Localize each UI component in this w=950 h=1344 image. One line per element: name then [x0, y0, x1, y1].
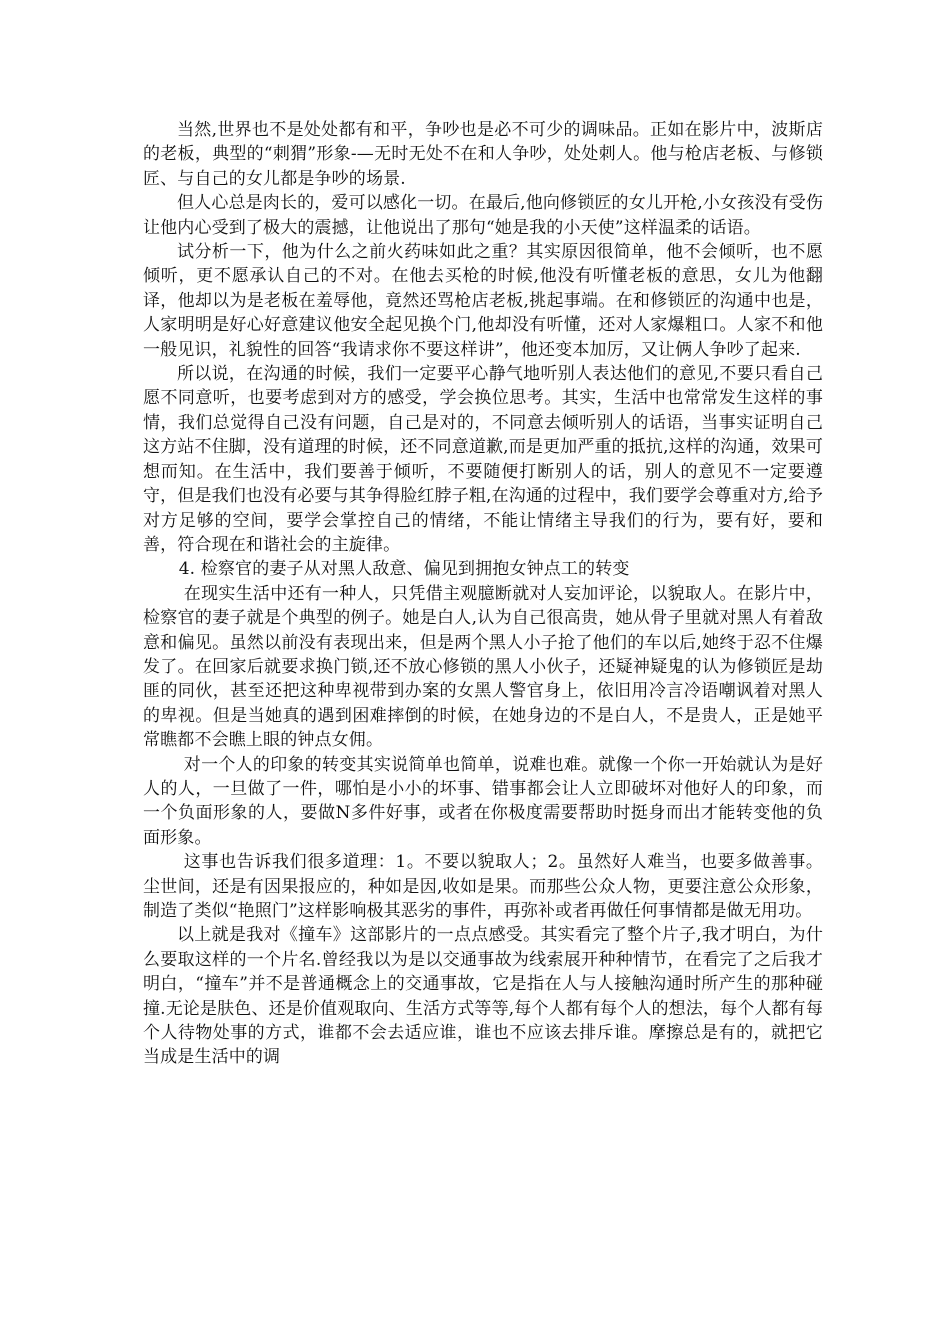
paragraph: 这事也告诉我们很多道理：1。不要以貌取人；2。虽然好人难当，也要多做善事。尘世间，还是有因果报应的，种如是因,收如是果。而那些公众人物，更要注意公众形象，制造了类似“艳照门”这样影响极其恶劣的事件，再弥补或者再做任何事情都是做无用功。 [143, 852, 823, 921]
paragraph: 在现实生活中还有一种人，只凭借主观臆断就对人妄加评论，以貌取人。在影片中，检察官的妻子就是个典型的例子。她是白人,认为自己很高贵，她从骨子里就对黑人有着敌意和偏见。虽然以前没有表现出来，但是两个黑人小子抢了他们的车以后,她终于忍不住爆发了。在回家后就要求换门锁,还不放心修锁的黑人小伙子，还疑神疑鬼的认为修锁匠是劫匪的同伙，甚至还把这种卑视带到办案的女黑人警官身上，依旧用冷言冷语嘲讽着对黑人的卑视。但是当她真的遇到困难摔倒的时候，在她身边的不是白人，不是贵人，正是她平常瞧都不会瞧上眼的钟点女佣。 [143, 583, 823, 751]
section-heading: 4. 检察官的妻子从对黑人敌意、偏见到拥抱女钟点工的转变 [178, 559, 630, 580]
paragraph: 以上就是我对《撞车》这部影片的一点点感受。其实看完了整个片子,我才明白，为什么要取这样的一个片名.曾经我以为是以交通事故为线索展开种种情节，在看完了之后我才明白，“撞车”并不是普通概念上的交通事故，它是指在人与人接触沟通时所产生的那种碰撞.无论是肤色、还是价值观取向、生活方式等等,每个人都有每个人的想法，每个人都有每个人待物处事的方式，谁都不会去适应谁，谁也不应该去排斥谁。摩擦总是有的，就把它当成是生活中的调 [143, 925, 823, 1068]
paragraph: 所以说，在沟通的时候，我们一定要平心静气地听别人表达他们的意见,不要只看自己愿不同意听，也要考虑到对方的感受，学会换位思考。其实，生活中也常常发生这样的事情，我们总觉得自己没有问题，自己是对的，不同意去倾听别人的话语，当事实证明自己这方站不住脚，没有道理的时候，还不同意道歉,而是更加严重的抵抗,这样的沟通，效果可想而知。在生活中，我们要善于倾听，不要随便打断别人的话，别人的意见不一定要遵守，但是我们也没有必要与其争得脸红脖子粗,在沟通的过程中，我们要学会尊重对方,给予对方足够的空间，要学会掌控自己的情绪，不能让情绪主导我们的行为，要有好，要和善，符合现在和谐社会的主旋律。 [143, 364, 823, 555]
document-body [143, 118, 823, 1070]
paragraph: 试分析一下，他为什么之前火药味如此之重？其实原因很简单，他不会倾听，也不愿倾听，更不愿承认自己的不对。在他去买枪的时候,他没有听懂老板的意思，女儿为他翻译，他却以为是老板在羞辱他，竟然还骂枪店老板,挑起事端。在和修锁匠的沟通中也是，人家明明是好心好意建议他安全起见换个门,他却没有听懂，还对人家爆粗口。人家不和他一般见识，礼貌性的回答“我请求你不要这样讲”，他还变本加厉，又让俩人争吵了起来. [143, 242, 823, 360]
paragraph: 但人心总是肉长的，爱可以感化一切。在最后,他向修锁匠的女儿开枪,小女孩没有受伤让他内心受到了极大的震撼，让他说出了那句“她是我的小天使”这样温柔的话语。 [143, 193, 823, 238]
paragraph: 对一个人的印象的转变其实说简单也简单，说难也难。就像一个你一开始就认为是好人的人，一旦做了一件，哪怕是小小的坏事、错事都会让人立即破坏对他好人的印象，而一个负面形象的人，要做N多件好事，或者在你极度需要帮助时挺身而出才能转变他的负面形象。 [143, 754, 823, 848]
paragraph: 当然,世界也不是处处都有和平，争吵也是必不可少的调味品。正如在影片中，波斯店的老板，典型的“刺猬”形象-—无时无处不在和人争吵，处处刺人。他与枪店老板、与修锁匠、与自己的女儿都是争吵的场景. [143, 120, 823, 189]
